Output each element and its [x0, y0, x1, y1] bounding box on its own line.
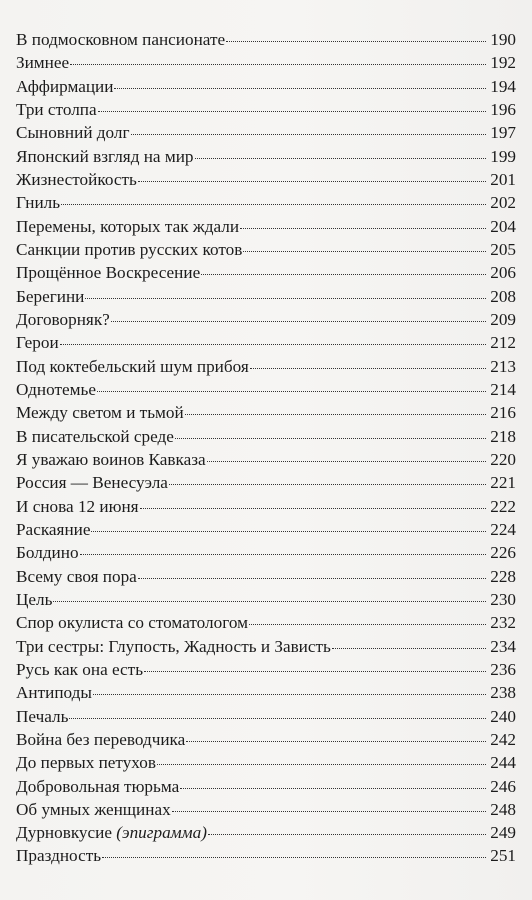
toc-entry-page-number: 192 [490, 53, 516, 73]
toc-entry-page-number: 234 [490, 636, 516, 656]
dot-leader [180, 788, 486, 789]
toc-entry-title [16, 168, 137, 191]
toc-entry-title-text: Болдино [16, 543, 79, 563]
toc-entry [16, 145, 516, 168]
toc-entry-title [16, 28, 225, 51]
toc-entry-title-text: Берегини [16, 286, 85, 306]
dot-leader [98, 111, 486, 112]
toc-entry [16, 495, 516, 518]
toc-entry [16, 751, 516, 774]
toc-entry-page-number: 249 [490, 823, 516, 843]
toc-entry-title-text: Аффирмации [16, 76, 114, 96]
toc-entry [16, 191, 516, 214]
toc-entry [16, 728, 516, 751]
toc-entry [16, 261, 516, 284]
dot-leader [131, 134, 486, 135]
toc-entry-page-number: 240 [490, 706, 516, 726]
toc-entry [16, 215, 516, 238]
dot-leader [157, 764, 486, 765]
dot-leader [175, 438, 486, 439]
toc-entry-title [16, 705, 68, 728]
toc-entry-title-text: И снова 12 июня [16, 496, 139, 516]
toc-entry-title-text: Жизнестойкость [16, 169, 137, 189]
toc-entry-title [16, 821, 207, 844]
toc-entry-page-number: 190 [490, 30, 516, 49]
dot-leader [114, 88, 486, 89]
toc-entry [16, 355, 516, 378]
toc-entry-title [16, 98, 97, 121]
toc-entry-title-text: Под коктебельский шум прибоя [16, 356, 249, 376]
toc-entry-title-text: Герои [16, 333, 59, 353]
toc-entry-title-text: Однотемье [16, 379, 96, 399]
dot-leader [60, 344, 486, 345]
toc-entry-title [16, 728, 185, 751]
toc-entry-title [16, 308, 110, 331]
toc-entry-title-text: Антиподы [16, 683, 92, 703]
dot-leader [111, 321, 486, 322]
toc-entry-page-number: 216 [490, 403, 516, 423]
dot-leader [91, 531, 486, 532]
toc-entry [16, 844, 516, 867]
toc-entry [16, 541, 516, 564]
toc-entry [16, 705, 516, 728]
dot-leader [53, 601, 486, 602]
toc-entry-page-number: 242 [490, 729, 516, 749]
toc-entry-page-number: 221 [490, 473, 516, 493]
toc-entry-title [16, 238, 242, 261]
toc-entry-title [16, 751, 156, 774]
toc-entry [16, 588, 516, 611]
toc-entry-title [16, 658, 143, 681]
toc-entry [16, 798, 516, 821]
toc-entry-title-text: Печаль [16, 706, 69, 726]
toc-entry [16, 401, 516, 424]
toc-entry-title-text: До первых петухов [16, 753, 156, 773]
dot-leader [250, 368, 486, 369]
toc-entry-page-number: 230 [490, 589, 516, 609]
dot-leader [61, 204, 486, 205]
toc-entry-page-number: 194 [490, 76, 516, 96]
toc-entry-title [16, 518, 90, 541]
dot-leader [186, 741, 486, 742]
toc-entry-title [16, 611, 248, 634]
toc-entry-title [16, 51, 69, 74]
toc-entry-title [16, 448, 206, 471]
dot-leader [80, 554, 486, 555]
toc-entry-title-text: Раскаяние [16, 519, 91, 539]
toc-entry-title [16, 215, 239, 238]
toc-entry-title [16, 355, 249, 378]
toc-entry-page-number: 196 [490, 99, 516, 119]
toc-entry-title-text: Сыновний долг [16, 123, 130, 143]
dot-leader [138, 578, 486, 579]
toc-entry-title-text: Перемены, которых так ждали [16, 216, 240, 236]
dot-leader [240, 228, 486, 229]
toc-entry [16, 51, 516, 74]
toc-entry-title-text: Между светом и тьмой [16, 403, 184, 423]
toc-entry-page-number: 214 [490, 379, 516, 399]
dot-leader [195, 158, 486, 159]
toc-entry-title-text: В подмосковном пансионате [16, 30, 226, 49]
toc-entry-title [16, 798, 171, 821]
toc-entry-title [16, 471, 168, 494]
toc-entry [16, 821, 516, 844]
toc-entry-title [16, 75, 113, 98]
toc-entry-title [16, 285, 84, 308]
toc-entry-title-text: Дурновкусие [16, 823, 112, 843]
toc-entry-title-text: Гниль [16, 193, 61, 213]
toc-entry-page-number: 213 [490, 356, 516, 376]
toc-entry-page-number: 232 [490, 613, 516, 633]
toc-entry [16, 238, 516, 261]
toc-entry-title-text: Россия — Венесуэла [16, 473, 168, 493]
toc-entry-title [16, 635, 331, 658]
dot-leader [140, 508, 486, 509]
toc-entry-title [16, 588, 52, 611]
toc-entry-title-text: Три сестры: Глупость, Жадность и Зависть [16, 636, 331, 656]
toc-entry [16, 611, 516, 634]
dot-leader [102, 857, 486, 858]
toc-entry-title-text: Добровольная тюрьма [16, 776, 180, 796]
toc-entry-title [16, 145, 194, 168]
toc-entry-title [16, 121, 130, 144]
toc-entry [16, 331, 516, 354]
toc-entry-page-number: 222 [490, 496, 516, 516]
toc-entry [16, 168, 516, 191]
dot-leader [332, 648, 486, 649]
toc-entry-title-text: Праздность [16, 846, 102, 866]
toc-entry-page-number: 205 [490, 239, 516, 259]
toc-entry [16, 285, 516, 308]
toc-entry-page-number: 238 [490, 683, 516, 703]
toc-entry-title [16, 541, 79, 564]
table-of-contents [16, 28, 516, 868]
dot-leader [172, 811, 486, 812]
toc-entry-title [16, 681, 92, 704]
toc-entry-page-number: 201 [490, 169, 516, 189]
dot-leader [169, 484, 486, 485]
toc-entry-page-number: 248 [490, 799, 516, 819]
toc-entry [16, 681, 516, 704]
dot-leader [69, 718, 486, 719]
dot-leader [93, 694, 486, 695]
toc-entry-page-number: 202 [490, 193, 516, 213]
toc-entry-page-number: 218 [490, 426, 516, 446]
toc-entry [16, 98, 516, 121]
toc-entry-title-text: Прощённое Воскресение [16, 263, 201, 283]
dot-leader [144, 671, 486, 672]
toc-entry-title-text: Договорняк? [16, 309, 110, 329]
toc-entry [16, 425, 516, 448]
dot-leader [226, 41, 486, 42]
toc-entry-title-text: Русь как она есть [16, 659, 144, 679]
toc-entry [16, 448, 516, 471]
dot-leader [208, 834, 486, 835]
toc-entry [16, 775, 516, 798]
dot-leader [70, 64, 486, 65]
toc-entry [16, 471, 516, 494]
toc-entry-title-text: Об умных женщинах [16, 799, 171, 819]
toc-entry [16, 658, 516, 681]
toc-entry [16, 518, 516, 541]
toc-entry [16, 565, 516, 588]
toc-entry-title [16, 261, 200, 284]
toc-entry-title-text: Санкции против русских котов [16, 239, 243, 259]
toc-entry-page-number: 206 [490, 263, 516, 283]
toc-entry-title [16, 425, 174, 448]
toc-entry-title [16, 565, 137, 588]
toc-entry-page-number: 208 [490, 286, 516, 306]
toc-entry-title-text: Я уважаю воинов Кавказа [16, 449, 206, 469]
toc-entry [16, 28, 516, 51]
toc-entry [16, 75, 516, 98]
toc-entry-title-text: Японский взгляд на мир [16, 146, 194, 166]
toc-entry-title [16, 775, 179, 798]
toc-entry [16, 308, 516, 331]
toc-entry [16, 635, 516, 658]
dot-leader [207, 461, 486, 462]
toc-entry-title [16, 378, 96, 401]
toc-entry-page-number: 236 [490, 659, 516, 679]
toc-entry-page-number: 220 [490, 449, 516, 469]
toc-entry-title-text: Зимнее [16, 53, 70, 73]
toc-entry-title [16, 191, 60, 214]
dot-leader [138, 181, 486, 182]
toc-entry [16, 121, 516, 144]
toc-entry-page-number: 226 [490, 543, 516, 563]
toc-entry-title [16, 331, 59, 354]
toc-entry-page-number: 251 [490, 846, 516, 866]
toc-entry-subtitle: (эпиграмма) [116, 823, 207, 843]
toc-entry-page-number: 199 [490, 146, 516, 166]
toc-entry-title-text: В писательской среде [16, 426, 174, 446]
dot-leader [85, 298, 486, 299]
toc-entry-page-number: 228 [490, 566, 516, 586]
toc-entry-page-number: 197 [490, 123, 516, 143]
toc-entry-title [16, 844, 101, 867]
toc-entry-title [16, 495, 139, 518]
toc-entry-title-text: Спор окулиста со стоматологом [16, 613, 248, 633]
toc-entry [16, 378, 516, 401]
toc-entry-title-text: Цель [16, 589, 53, 609]
toc-entry-title [16, 401, 184, 424]
dot-leader [97, 391, 486, 392]
dot-leader [201, 274, 486, 275]
toc-entry-page-number: 246 [490, 776, 516, 796]
toc-entry-page-number: 204 [490, 216, 516, 236]
toc-entry-page-number: 224 [490, 519, 516, 539]
dot-leader [249, 624, 486, 625]
toc-entry-title-text: Война без переводчика [16, 729, 186, 749]
dot-leader [185, 414, 486, 415]
dot-leader [243, 251, 486, 252]
toc-entry-page-number: 209 [490, 309, 516, 329]
toc-entry-page-number: 212 [490, 333, 516, 353]
toc-entry-title-text: Три столпа [16, 99, 97, 119]
toc-entry-page-number: 244 [490, 753, 516, 773]
toc-entry-title-text: Всему своя пора [16, 566, 137, 586]
